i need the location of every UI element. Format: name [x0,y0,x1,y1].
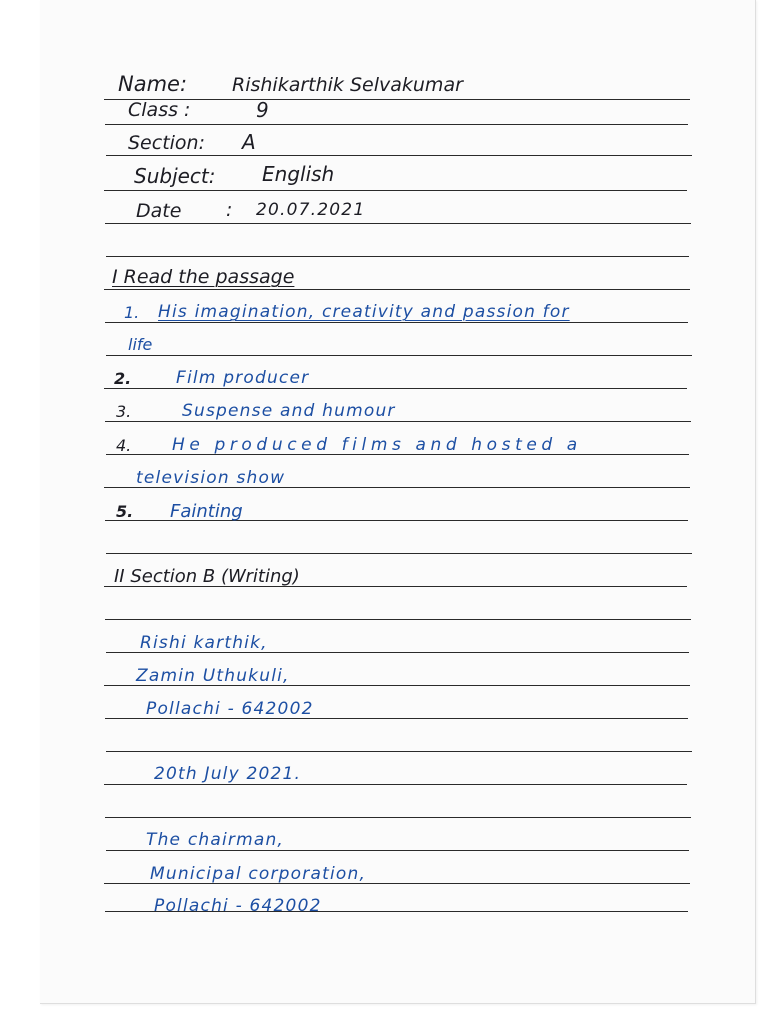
answer-1-number: 1. [124,303,140,322]
date-value: 20.07.2021 [256,200,366,220]
ruled-line [104,784,687,785]
answer-2-number: 2. [114,369,132,388]
class-value: 9 [256,98,269,122]
receiver-line-3: Pollachi - 642002 [154,896,322,916]
ruled-line [105,619,691,620]
ruled-line [105,421,691,422]
class-label: Class : [128,99,191,121]
answer-2-text: Film producer [176,368,310,388]
ruled-line [105,223,691,224]
ruled-line [105,322,688,323]
section-label: Section: [128,132,205,154]
date-colon: : [226,199,233,221]
ruled-line [106,355,692,356]
subject-label: Subject: [134,164,216,188]
ruled-line [104,388,687,389]
sender-line-3: Pollachi - 642002 [146,699,314,719]
answer-1-text: His imagination, creativity and passion for [158,302,570,322]
answer-1-continued: life [128,335,153,354]
receiver-line-1: The chairman, [146,830,285,850]
ruled-line [104,99,690,100]
answer-4-number: 4. [116,436,132,455]
receiver-line-2: Municipal corporation, [150,864,367,884]
answer-4-text: He produced films and hosted a [172,435,582,455]
ruled-line [106,155,692,156]
section1-heading: I Read the passage [112,266,295,288]
answer-5-text: Fainting [170,501,243,522]
ruled-line [105,817,691,818]
date-label: Date [136,200,182,222]
answer-4-continued: television show [136,468,286,488]
answer-3-number: 3. [116,402,132,421]
ruled-line [106,751,692,752]
ruled-line [106,850,689,851]
ruled-line [105,124,688,125]
section-value: A [242,130,256,154]
ruled-line [104,289,690,290]
letter-date: 20th July 2021. [154,764,302,784]
ruled-line [104,190,687,191]
section2-heading: II Section B (Writing) [114,566,300,587]
answer-5-number: 5. [116,502,134,521]
sender-line-2: Zamin Uthukuli, [136,666,290,686]
ruled-line [106,256,689,257]
name-value: Rishikarthik Selvakumar [232,74,463,96]
name-label: Name: [118,72,188,96]
subject-value: English [262,162,335,186]
ruled-line [106,553,692,554]
answer-3-text: Suspense and humour [182,401,396,421]
sender-line-1: Rishi karthik, [140,633,268,653]
